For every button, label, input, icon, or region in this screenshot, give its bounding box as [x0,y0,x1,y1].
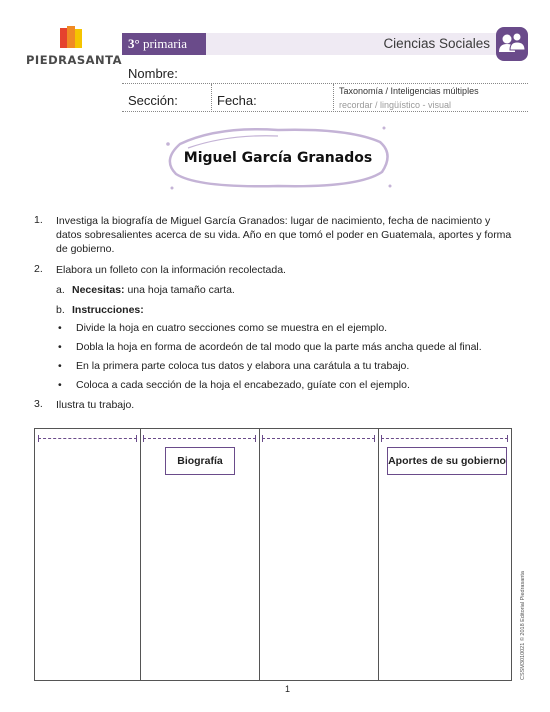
grade-text: primaria [142,36,187,51]
bullet-dot: • [58,379,62,391]
divider [211,84,212,112]
publisher-logo [26,26,123,72]
item-number: 2. [34,263,43,275]
grade-number: 3° [128,36,140,51]
width-marker [143,438,256,439]
instruction-2: Elabora un folleto con la información recolectada. [56,264,286,276]
sub-a-bold: Necesitas: [72,284,125,296]
government-box: Aportes de su gobierno [387,447,507,475]
bullet-item: Divide la hoja en cuatro secciones como se muestra en el ejemplo. [76,322,388,334]
name-label[interactable]: Nombre: [128,66,178,81]
header-band [122,33,500,55]
taxonomy-label: Taxonomía / Inteligencias múltiples [339,86,479,96]
taxonomy-values: recordar / lingüístico - visual [339,100,452,110]
fold-line [378,429,379,680]
item-number: 3. [34,398,43,410]
people-icon [496,27,528,61]
sub-b-bold: Instrucciones: [72,304,144,316]
fold-line [140,429,141,680]
item-number: 1. [34,214,43,226]
bullet-dot: • [58,322,62,334]
fold-line [259,429,260,680]
instruction-3: Ilustra tu trabajo. [56,399,135,411]
logo-text: PIEDRASANTA [26,53,123,67]
date-label[interactable]: Fecha: [217,93,257,108]
page-title: Miguel García Granados [183,150,373,166]
divider [333,84,334,112]
subject-title: Ciencias Sociales [383,36,490,51]
bullet-item: Dobla la hoja en forma de acordeón de tal modo que la parte más ancha quede al final. [76,341,482,353]
bullet-dot: • [58,360,62,372]
sub-a-text: una hoja tamaño carta. [124,284,235,296]
name-row [122,60,528,84]
instruction-1: Investiga la biografía de Miguel García Granados: lugar de nacimiento, fecha de nacimiento y datos sobresalientes acerca de su vida. Año en que tomó el poder en Guatemala, aportes y forma de gobierno. [56,215,512,255]
bullet-item: Coloca a cada sección de la hoja el encabezado, guíate con el ejemplo. [76,379,410,391]
copyright-code: CSSM3010021 © 2018 Editorial Piedrasanta [520,571,526,680]
bullet-item: En la primera parte coloca tus datos y elabora una carátula a tu trabajo. [76,360,410,372]
biography-box: Biografía [165,447,235,475]
width-marker [381,438,508,439]
page-number: 1 [285,684,291,694]
section-label[interactable]: Sección: [128,93,178,108]
sub-b-label: b. [56,304,65,316]
grade-badge [122,33,206,55]
accordion-diagram [34,428,512,681]
bullet-dot: • [58,341,62,353]
sub-a-label: a. [56,284,65,296]
width-marker [262,438,375,439]
book-icon [60,26,82,50]
sub-a [72,283,472,297]
width-marker [38,438,137,439]
